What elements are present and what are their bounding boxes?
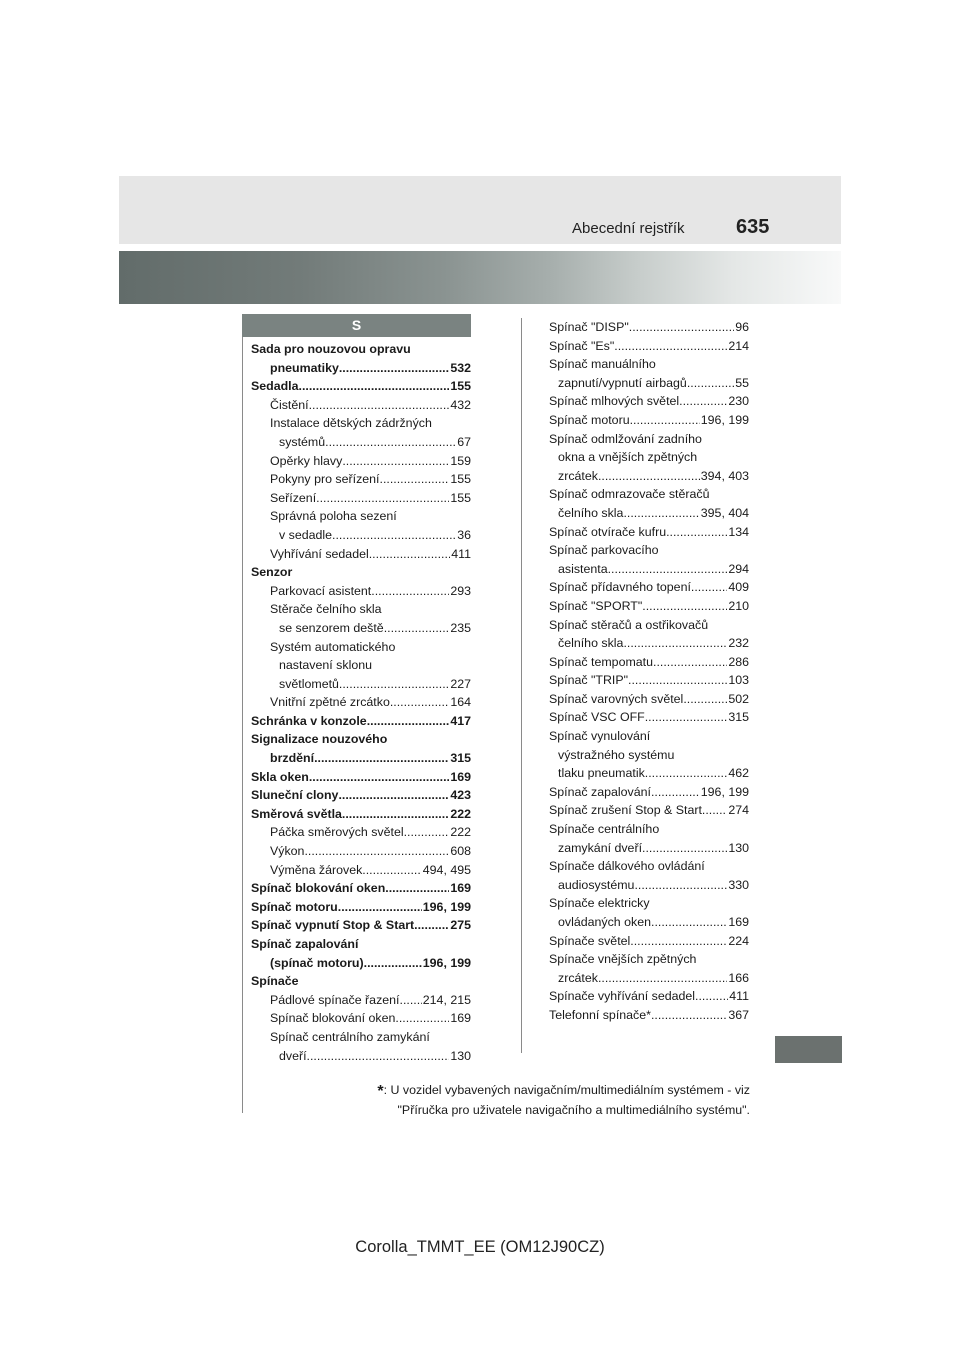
- dot-leader: [342, 452, 449, 471]
- index-entry: [251, 935, 471, 954]
- index-entry: [549, 392, 749, 411]
- index-entry-page: 235: [450, 620, 471, 635]
- index-entry-page: 608: [450, 844, 471, 859]
- dot-leader: [316, 489, 449, 508]
- index-entry-page: 214, 215: [422, 992, 471, 1007]
- dot-leader: [679, 392, 727, 411]
- index-entry-page: 275: [450, 918, 471, 933]
- index-entry: [549, 560, 749, 579]
- dot-leader: [332, 526, 456, 545]
- index-entry-term: Spínač vypnutí Stop & Start: [251, 918, 415, 933]
- index-entry-page: 417: [450, 713, 471, 728]
- index-entry-term: Spínač blokování oken: [270, 1011, 396, 1026]
- index-entry-page: 159: [450, 453, 471, 468]
- index-entry-page: 462: [728, 766, 749, 781]
- index-column-right: [549, 318, 749, 1025]
- index-entry-term: Systém automatického: [270, 639, 396, 654]
- dot-leader: [651, 913, 727, 932]
- footnote-line-1: : U vozidel vybavených navigačním/multimediálním systémem - viz: [383, 1083, 750, 1097]
- index-entry-term: Seřízení: [270, 490, 317, 505]
- index-entry-term: Spínač parkovacího: [549, 543, 659, 558]
- index-entry-page: 155: [450, 379, 471, 394]
- index-entry-term: Spínač mlhových světel: [549, 394, 680, 409]
- index-entry-term: Spínač "SPORT": [549, 598, 643, 613]
- dot-leader: [666, 523, 727, 542]
- index-entry: [549, 708, 749, 727]
- index-entry: [251, 489, 471, 508]
- dot-leader: [598, 467, 700, 486]
- index-entry: [549, 671, 749, 690]
- index-entry: [549, 318, 749, 337]
- index-entry-page: 411: [451, 546, 471, 561]
- index-entry-term: Schránka v konzole: [251, 713, 367, 728]
- index-entry-term: Spínač manuálního: [549, 357, 656, 372]
- index-entry-page: 166: [728, 970, 749, 985]
- dot-leader: [642, 839, 727, 858]
- index-entry-term: (spínač motoru): [270, 955, 364, 970]
- index-entry-page: 286: [728, 654, 749, 669]
- index-entry-term: Spínače centrálního: [549, 822, 660, 837]
- index-entry: [251, 823, 471, 842]
- index-entry: [251, 749, 471, 768]
- index-entry: [251, 359, 471, 378]
- dot-leader: [338, 786, 449, 805]
- dot-leader: [695, 987, 728, 1006]
- index-entry-page: 494, 495: [422, 862, 471, 877]
- index-entry-page: 222: [450, 825, 471, 840]
- index-entry: [251, 600, 471, 619]
- index-entry-term: okna a vnějších zpětných: [558, 450, 698, 465]
- index-entry-term: Spínač "TRIP": [549, 673, 629, 688]
- middle-column-divider: [521, 318, 522, 1053]
- dot-leader: [385, 879, 449, 898]
- index-entry-term: brzdění: [270, 751, 315, 766]
- index-entry-term: Čistění: [270, 397, 309, 412]
- dot-leader: [304, 842, 449, 861]
- index-entry: [251, 340, 471, 359]
- index-entry-page: 315: [728, 710, 749, 725]
- dot-leader: [691, 578, 727, 597]
- dot-leader: [642, 597, 727, 616]
- index-entry-page: 502: [728, 691, 749, 706]
- index-entry: [549, 616, 749, 635]
- index-entry-page: 395, 404: [700, 505, 749, 520]
- index-entry-term: čelního skla: [558, 636, 624, 651]
- index-entry-term: ovládaných oken: [558, 915, 651, 929]
- header-band: [119, 176, 841, 244]
- index-entry-term: Spínač "DISP": [549, 320, 629, 334]
- index-entry-term: Spínače dálkového ovládání: [549, 859, 705, 874]
- index-entry: [251, 786, 471, 805]
- index-entry: [549, 541, 749, 560]
- index-entry-term: zapnutí/vypnutí airbagů: [558, 375, 687, 390]
- index-entry-term: výstražného systému: [558, 747, 675, 762]
- index-entry-page: 164: [450, 695, 471, 710]
- index-entry: [549, 374, 749, 393]
- dot-leader: [395, 1009, 449, 1028]
- index-entry: [549, 411, 749, 430]
- index-entry-page: 232: [728, 636, 749, 651]
- index-entry-page: 155: [450, 490, 471, 505]
- dot-leader: [364, 954, 422, 973]
- index-entry-term: Spínač blokování oken: [251, 881, 386, 896]
- index-entry: [251, 991, 471, 1010]
- index-entry: [251, 898, 471, 917]
- dot-leader: [651, 1006, 727, 1025]
- index-entry: [251, 470, 471, 489]
- index-entry-page: 196, 199: [422, 955, 471, 970]
- footnote-marker: *: [377, 1083, 384, 1100]
- index-entry-page: 294: [728, 561, 749, 576]
- dot-leader: [338, 898, 422, 917]
- dot-leader: [634, 876, 727, 895]
- index-entry-page: 169: [728, 915, 749, 929]
- index-entry-term: Senzor: [251, 565, 293, 580]
- index-entry-term: Spínač motoru: [251, 899, 338, 914]
- index-entry: [251, 526, 471, 545]
- dot-leader: [623, 634, 727, 653]
- index-entry-term: Vyhřívání sedadel: [270, 546, 369, 561]
- dot-leader: [342, 805, 449, 824]
- index-entry: [251, 675, 471, 694]
- index-entry-term: Spínač "Es": [549, 338, 615, 353]
- index-entry: [549, 430, 749, 449]
- dot-leader: [651, 783, 700, 802]
- index-entry-page: 67: [457, 434, 471, 449]
- index-entry: [549, 727, 749, 746]
- dot-leader: [629, 318, 734, 337]
- index-entry: [549, 485, 749, 504]
- section-letter-header: S: [242, 314, 471, 337]
- index-entry: [549, 801, 749, 820]
- index-column-left: [251, 340, 471, 1065]
- index-entry: [549, 783, 749, 802]
- dot-leader: [314, 749, 449, 768]
- index-entry-page: 103: [728, 673, 749, 688]
- index-entry: [251, 396, 471, 415]
- index-entry-term: se senzorem deště: [279, 620, 384, 635]
- index-entry: [549, 932, 749, 951]
- dot-leader: [628, 671, 727, 690]
- index-entry-term: Spínače vnějších zpětných: [549, 952, 697, 967]
- dot-leader: [299, 377, 450, 396]
- index-entry: [251, 452, 471, 471]
- index-entry: [251, 414, 471, 433]
- dot-leader: [390, 693, 449, 712]
- dot-leader: [339, 675, 449, 694]
- dot-leader: [614, 337, 727, 356]
- index-entry: [549, 987, 749, 1006]
- index-entry-term: Parkovací asistent: [270, 583, 372, 598]
- index-entry-term: Skla oken: [251, 769, 309, 784]
- index-entry-page: 169: [450, 881, 471, 896]
- index-entry-page: 130: [728, 840, 749, 855]
- index-entry-term: Sluneční clony: [251, 788, 339, 803]
- document-footer: Corolla_TMMT_EE (OM12J90CZ): [355, 1238, 605, 1256]
- index-entry: [549, 764, 749, 783]
- index-entry-term: Spínače světel: [549, 933, 631, 948]
- index-entry-term: Spínač zrušení Stop & Start: [549, 803, 702, 818]
- index-entry: [549, 690, 749, 709]
- index-entry: [549, 578, 749, 597]
- index-entry: [251, 768, 471, 787]
- index-entry: [251, 545, 471, 564]
- index-entry-page: 367: [728, 1007, 749, 1022]
- index-entry: [251, 507, 471, 526]
- index-entry-term: Výkon: [270, 844, 305, 859]
- dot-leader: [623, 504, 699, 523]
- index-entry-term: Spínač tempomatu: [549, 654, 654, 669]
- index-entry-term: Správná poloha sezení: [270, 509, 397, 524]
- index-entry: [549, 820, 749, 839]
- header-gradient-bar: [119, 251, 841, 304]
- index-entry-page: 210: [728, 598, 749, 613]
- index-entry: [251, 730, 471, 749]
- index-entry-term: nastavení sklonu: [279, 658, 372, 673]
- index-entry: [251, 1047, 471, 1066]
- index-entry-term: Stěrače čelního skla: [270, 602, 382, 617]
- index-entry-page: 423: [450, 788, 471, 803]
- index-entry-page: 315: [450, 751, 471, 766]
- index-entry: [549, 504, 749, 523]
- left-column-divider: [242, 337, 243, 1113]
- index-entry-page: 532: [450, 360, 471, 375]
- index-entry-term: dveří: [279, 1048, 307, 1063]
- index-entry-page: 214: [728, 338, 749, 353]
- index-entry-page: 196, 199: [700, 784, 749, 799]
- index-entry-page: 196, 199: [422, 899, 471, 914]
- index-entry-term: audiosystému: [558, 877, 635, 892]
- index-entry-term: Spínač VSC OFF: [549, 710, 645, 725]
- index-entry: [549, 857, 749, 876]
- index-entry-term: Spínač centrálního zamykání: [270, 1029, 430, 1044]
- index-entry-page: 196, 199: [700, 412, 749, 427]
- dot-leader: [307, 1047, 450, 1066]
- index-entry-term: Spínač varovných světel: [549, 691, 684, 706]
- dot-leader: [309, 396, 450, 415]
- dot-leader: [404, 823, 450, 842]
- index-entry-term: zamykání dveří: [558, 840, 643, 855]
- index-entry-term: Spínač přídavného topení: [549, 580, 691, 595]
- index-entry: [251, 916, 471, 935]
- dot-leader: [645, 764, 728, 783]
- index-entry: [549, 876, 749, 895]
- index-entry-term: Spínače elektricky: [549, 896, 650, 911]
- index-entry-term: Instalace dětských zádržných: [270, 416, 432, 431]
- index-entry: [251, 805, 471, 824]
- page-title: Abecední rejstřík: [572, 220, 685, 237]
- dot-leader: [309, 768, 449, 787]
- dot-leader: [325, 433, 456, 452]
- index-entry-term: Vnitřní zpětné zrcátko: [270, 695, 390, 710]
- index-entry-page: 55: [735, 375, 749, 390]
- index-entry-page: 96: [735, 320, 749, 334]
- index-entry-page: 432: [450, 397, 471, 412]
- index-entry: [251, 842, 471, 861]
- index-entry: [251, 1028, 471, 1047]
- index-entry: [251, 1009, 471, 1028]
- index-entry: [251, 861, 471, 880]
- dot-leader: [369, 545, 451, 564]
- index-entry: [549, 894, 749, 913]
- index-entry: [251, 433, 471, 452]
- index-entry-page: 155: [450, 472, 471, 487]
- index-entry-term: v sedadle: [279, 527, 333, 542]
- index-entry-page: 230: [728, 394, 749, 409]
- index-entry-page: 134: [728, 524, 749, 539]
- index-entry: [251, 638, 471, 657]
- index-entry-term: Spínače: [251, 974, 299, 989]
- index-entry-page: 394, 403: [700, 468, 749, 483]
- index-entry-term: Spínač otvírače kufru: [549, 524, 667, 539]
- index-entry-term: Spínače vyhřívání sedadel: [549, 989, 696, 1004]
- dot-leader: [371, 582, 449, 601]
- index-entry-term: Sada pro nouzovou opravu: [251, 342, 411, 356]
- index-entry: [549, 746, 749, 765]
- dot-leader: [598, 969, 727, 988]
- index-entry-page: 293: [450, 583, 471, 598]
- index-entry-page: 227: [450, 676, 471, 691]
- index-entry: [549, 634, 749, 653]
- index-entry-term: Spínač vynulování: [549, 729, 651, 744]
- index-entry: [549, 653, 749, 672]
- index-entry-term: zrcátek: [558, 970, 598, 985]
- index-entry-term: Spínač stěračů a ostřikovačů: [549, 617, 709, 632]
- index-entry-term: Spínač motoru: [549, 412, 630, 427]
- dot-leader: [400, 991, 422, 1010]
- dot-leader: [653, 653, 727, 672]
- dot-leader: [630, 932, 727, 951]
- index-entry-page: 169: [450, 1011, 471, 1026]
- index-entry: [251, 377, 471, 396]
- index-entry: [251, 972, 471, 991]
- dot-leader: [687, 374, 734, 393]
- index-entry: [251, 954, 471, 973]
- index-entry: [251, 879, 471, 898]
- index-entry-term: Spínač zapalování: [549, 784, 651, 799]
- chapter-tab: [775, 1036, 842, 1063]
- index-entry-page: 274: [728, 803, 749, 818]
- index-entry-page: 169: [450, 769, 471, 784]
- index-entry: [549, 950, 749, 969]
- index-entry-page: 411: [729, 989, 749, 1004]
- index-entry-page: 36: [457, 527, 471, 542]
- index-entry: [251, 619, 471, 638]
- dot-leader: [367, 712, 450, 731]
- index-entry-page: 130: [450, 1048, 471, 1063]
- index-entry-term: Páčka směrových světel: [270, 825, 404, 840]
- dot-leader: [362, 861, 421, 880]
- dot-leader: [380, 470, 450, 489]
- index-entry-page: 224: [728, 933, 749, 948]
- page-number: 635: [736, 216, 770, 238]
- index-entry: [251, 582, 471, 601]
- index-entry-term: systémů: [279, 434, 326, 449]
- index-entry: [549, 839, 749, 858]
- dot-leader: [645, 708, 728, 727]
- footnote: [338, 1081, 750, 1119]
- index-entry: [549, 597, 749, 616]
- index-entry-term: Směrová světla: [251, 806, 342, 821]
- dot-leader: [630, 411, 700, 430]
- index-entry-term: Spínač odmlžování zadního: [549, 431, 702, 446]
- index-entry: [549, 969, 749, 988]
- index-entry: [549, 337, 749, 356]
- index-entry-term: pneumatiky: [270, 360, 339, 375]
- index-entry: [549, 467, 749, 486]
- dot-leader: [683, 690, 727, 709]
- dot-leader: [339, 359, 449, 378]
- index-entry: [251, 693, 471, 712]
- footnote-line-2: "Příručka pro uživatele navigačního a multimediálního systému".: [397, 1103, 750, 1117]
- dot-leader: [414, 916, 449, 935]
- index-entry-term: Sedadla: [251, 379, 299, 394]
- index-entry: [549, 448, 749, 467]
- dot-leader: [384, 619, 450, 638]
- index-entry-term: asistenta: [558, 561, 608, 576]
- index-entry-page: 409: [728, 580, 749, 595]
- dot-leader: [608, 560, 728, 579]
- index-entry-term: Spínač zapalování: [251, 937, 359, 951]
- index-entry-term: Pádlové spínače řazení: [270, 992, 400, 1007]
- index-entry-term: Opěrky hlavy: [270, 453, 343, 468]
- index-entry-term: čelního skla: [558, 505, 624, 520]
- index-entry-term: Pokyny pro seřízení: [270, 472, 380, 487]
- index-entry-term: Výměna žárovek: [270, 862, 363, 877]
- index-entry-term: tlaku pneumatik: [558, 766, 645, 781]
- index-entry: [549, 355, 749, 374]
- index-entry-term: Signalizace nouzového: [251, 732, 388, 747]
- index-entry-term: Spínač odmrazovače stěračů: [549, 487, 710, 502]
- index-entry: [251, 563, 471, 582]
- index-entry: [549, 913, 749, 932]
- index-entry-page: 222: [450, 806, 471, 821]
- index-entry-term: Telefonní spínače*: [549, 1007, 651, 1022]
- index-entry-term: zrcátek: [558, 468, 598, 483]
- index-entry: [251, 712, 471, 731]
- index-entry: [549, 523, 749, 542]
- index-entry: [251, 656, 471, 675]
- index-entry: [549, 1006, 749, 1025]
- dot-leader: [702, 801, 727, 820]
- index-entry-term: světlometů: [279, 676, 339, 691]
- index-entry-page: 330: [728, 877, 749, 892]
